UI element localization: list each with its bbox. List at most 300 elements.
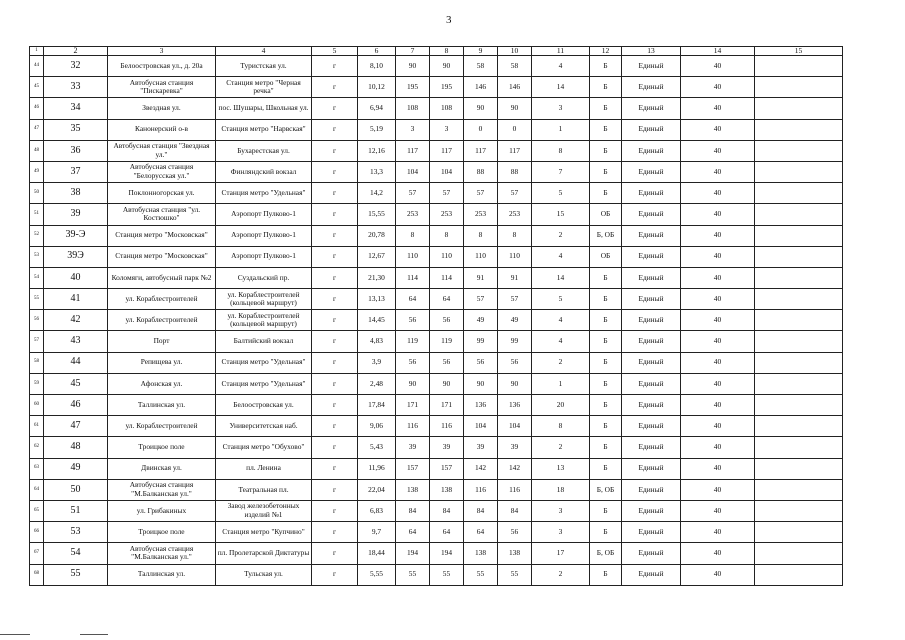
table-cell: Троицкое поле — [108, 522, 216, 543]
table-cell: 51 — [30, 204, 44, 225]
table-cell: 57 — [464, 183, 498, 204]
table-cell: 40 — [681, 140, 755, 161]
table-cell: Станция метро "Обухово" — [216, 437, 312, 458]
table-cell: 11,96 — [358, 458, 396, 479]
table-cell: 4 — [532, 246, 590, 267]
table-cell: 253 — [498, 204, 532, 225]
table-cell: Б — [590, 331, 622, 352]
table-cell: 110 — [464, 246, 498, 267]
footer-rule-right — [80, 634, 108, 635]
table-cell: 34 — [44, 98, 108, 119]
table-cell: 57 — [430, 183, 464, 204]
table-cell — [755, 56, 843, 77]
table-cell: Станция метро "Московская" — [108, 246, 216, 267]
table-cell: 38 — [44, 183, 108, 204]
table-cell: 56 — [498, 352, 532, 373]
table-cell: 40 — [681, 564, 755, 585]
table-cell: г — [312, 543, 358, 564]
table-row — [30, 564, 843, 585]
table-row — [30, 267, 843, 288]
table-cell: Б — [590, 183, 622, 204]
table-cell: Единый — [622, 373, 681, 394]
table-cell: Автобусная станция "ул. Костюшко" — [108, 204, 216, 225]
table-cell: г — [312, 500, 358, 521]
table-cell: 195 — [396, 77, 430, 98]
table-cell: 35 — [44, 119, 108, 140]
table-cell: 57 — [396, 183, 430, 204]
table-cell — [755, 289, 843, 310]
table-cell: 84 — [430, 500, 464, 521]
table-cell: 2 — [532, 352, 590, 373]
table-cell: 3 — [396, 119, 430, 140]
table-row — [30, 395, 843, 416]
table-cell: 14 — [532, 267, 590, 288]
header-cell: 9 — [464, 47, 498, 56]
table-cell: Балтийский вокзал — [216, 331, 312, 352]
table-cell: Таллинская ул. — [108, 395, 216, 416]
table-cell: Б — [590, 161, 622, 182]
table-cell: 40 — [681, 543, 755, 564]
table-cell: Единый — [622, 77, 681, 98]
table-cell: 21,30 — [358, 267, 396, 288]
table-cell: Афонская ул. — [108, 373, 216, 394]
table-cell: г — [312, 119, 358, 140]
table-cell: 56 — [30, 310, 44, 331]
table-cell: 64 — [430, 289, 464, 310]
table-cell: 138 — [464, 543, 498, 564]
table-cell: 58 — [464, 56, 498, 77]
table-cell: ул. Кораблестроителей — [108, 310, 216, 331]
table-cell: 22,04 — [358, 479, 396, 500]
table-cell: 49 — [30, 161, 44, 182]
table-cell: 116 — [464, 479, 498, 500]
table-cell: г — [312, 204, 358, 225]
table-cell: 45 — [30, 77, 44, 98]
table-cell — [755, 373, 843, 394]
table-cell: Единый — [622, 183, 681, 204]
table-cell: г — [312, 352, 358, 373]
table-cell: Единый — [622, 458, 681, 479]
table-cell: г — [312, 416, 358, 437]
table-cell: 40 — [681, 119, 755, 140]
table-cell: 66 — [30, 522, 44, 543]
header-cell: 8 — [430, 47, 464, 56]
table-cell: г — [312, 225, 358, 246]
table-cell: 17,84 — [358, 395, 396, 416]
table-cell: 104 — [396, 161, 430, 182]
table-cell: 40 — [681, 289, 755, 310]
table-cell: 61 — [30, 416, 44, 437]
table-row — [30, 56, 843, 77]
table-cell: 15 — [532, 204, 590, 225]
table-cell: 12,16 — [358, 140, 396, 161]
table-cell: Б — [590, 373, 622, 394]
table-cell: 8 — [464, 225, 498, 246]
table-cell: Автобусная станция "Белорусская ул." — [108, 161, 216, 182]
table-cell: 55 — [44, 564, 108, 585]
table-cell: г — [312, 56, 358, 77]
table-cell: Станция метро "Черная речка" — [216, 77, 312, 98]
table-cell: 57 — [30, 331, 44, 352]
table-cell — [755, 564, 843, 585]
table-cell: 6,83 — [358, 500, 396, 521]
table-cell: ОБ — [590, 246, 622, 267]
table-cell: 84 — [498, 500, 532, 521]
table-cell: Туристская ул. — [216, 56, 312, 77]
table-row — [30, 119, 843, 140]
table-cell: 40 — [681, 522, 755, 543]
table-cell: 57 — [498, 183, 532, 204]
table-cell: Единый — [622, 437, 681, 458]
table-cell: Аэропорт Пулково-1 — [216, 225, 312, 246]
table-cell: 40 — [681, 373, 755, 394]
table-cell — [755, 119, 843, 140]
table-cell: г — [312, 246, 358, 267]
header-cell: 10 — [498, 47, 532, 56]
table-cell: 171 — [430, 395, 464, 416]
table-cell: 9,06 — [358, 416, 396, 437]
table-cell: 88 — [498, 161, 532, 182]
table-cell — [755, 267, 843, 288]
table-cell: 40 — [681, 416, 755, 437]
table-cell: г — [312, 267, 358, 288]
table-cell: 40 — [681, 500, 755, 521]
table-cell: 46 — [44, 395, 108, 416]
table-cell: 41 — [44, 289, 108, 310]
table-cell: Завод железобетонных изделий №1 — [216, 500, 312, 521]
table-cell: 56 — [464, 352, 498, 373]
table-cell: 68 — [30, 564, 44, 585]
table-cell: 46 — [30, 98, 44, 119]
table-cell: 8 — [498, 225, 532, 246]
table-cell: Станция метро "Удельная" — [216, 373, 312, 394]
table-cell: Канонерский о-в — [108, 119, 216, 140]
table-cell: 49 — [498, 310, 532, 331]
table-cell: 119 — [396, 331, 430, 352]
table-cell: 58 — [30, 352, 44, 373]
table-cell: Станция метро "Удельная" — [216, 183, 312, 204]
table-cell: 53 — [30, 246, 44, 267]
table-cell — [755, 246, 843, 267]
table-row — [30, 500, 843, 521]
table-cell: 117 — [396, 140, 430, 161]
table-cell: 40 — [681, 161, 755, 182]
table-cell: Единый — [622, 225, 681, 246]
table-cell: 64 — [396, 522, 430, 543]
table-cell: 18 — [532, 479, 590, 500]
table-cell: Аэропорт Пулково-1 — [216, 246, 312, 267]
table-cell — [755, 437, 843, 458]
table-cell: 138 — [396, 479, 430, 500]
table-cell: 2 — [532, 564, 590, 585]
table-cell: 64 — [396, 289, 430, 310]
table-cell: 20,78 — [358, 225, 396, 246]
table-cell — [755, 543, 843, 564]
table-cell: 116 — [498, 479, 532, 500]
table-cell: Таллинская ул. — [108, 564, 216, 585]
table-cell: Двинская ул. — [108, 458, 216, 479]
table-cell: 47 — [44, 416, 108, 437]
table-cell: г — [312, 522, 358, 543]
table-cell: 55 — [396, 564, 430, 585]
table-cell: 14 — [532, 77, 590, 98]
table-cell: 14,2 — [358, 183, 396, 204]
table-row — [30, 289, 843, 310]
table-cell — [755, 331, 843, 352]
table-cell: Б, ОБ — [590, 225, 622, 246]
table-row — [30, 77, 843, 98]
table-cell: 51 — [44, 500, 108, 521]
table-cell: 2 — [532, 437, 590, 458]
table-cell: 50 — [30, 183, 44, 204]
table-cell: 117 — [430, 140, 464, 161]
table-cell: 90 — [464, 98, 498, 119]
table-cell: 104 — [464, 416, 498, 437]
table-cell: 64 — [30, 479, 44, 500]
table-cell: 56 — [396, 310, 430, 331]
table-cell: 13 — [532, 458, 590, 479]
table-cell: Единый — [622, 416, 681, 437]
table-cell: 40 — [681, 479, 755, 500]
table-cell: 1 — [532, 119, 590, 140]
table-cell: 40 — [681, 204, 755, 225]
table-cell: Автобусная станция "М.Балканская ул." — [108, 479, 216, 500]
table-cell: 253 — [464, 204, 498, 225]
table-cell: Суздальский пр. — [216, 267, 312, 288]
table-cell: ОБ — [590, 204, 622, 225]
table-cell: Единый — [622, 479, 681, 500]
table-cell: 2 — [532, 225, 590, 246]
table-row — [30, 98, 843, 119]
table-cell: 39 — [498, 437, 532, 458]
table-cell: 56 — [396, 352, 430, 373]
table-cell: 47 — [30, 119, 44, 140]
table-cell: 99 — [464, 331, 498, 352]
table-cell: 4 — [532, 331, 590, 352]
table-cell — [755, 416, 843, 437]
table-cell: Единый — [622, 331, 681, 352]
table-cell: 157 — [396, 458, 430, 479]
header-cell: 2 — [44, 47, 108, 56]
table-cell — [755, 225, 843, 246]
table-cell: 40 — [681, 225, 755, 246]
table-cell: 40 — [681, 437, 755, 458]
table-cell: 90 — [498, 98, 532, 119]
table-cell: Станция метро "Купчино" — [216, 522, 312, 543]
table-cell: ул. Кораблестроителей — [108, 289, 216, 310]
table-cell: 157 — [430, 458, 464, 479]
table-cell: Автобусная станция "Пискаревка" — [108, 77, 216, 98]
table-cell: Театральная пл. — [216, 479, 312, 500]
table-cell: 117 — [498, 140, 532, 161]
table-cell: Б — [590, 310, 622, 331]
table-cell: 90 — [430, 56, 464, 77]
table-cell: 142 — [464, 458, 498, 479]
table-cell — [755, 310, 843, 331]
table-cell: 32 — [44, 56, 108, 77]
table-cell: 4 — [532, 310, 590, 331]
table-cell: пос. Шушары, Школьная ул. — [216, 98, 312, 119]
table-cell: 39 — [396, 437, 430, 458]
table-cell: Автобусная станция "М.Балканская ул." — [108, 543, 216, 564]
table-cell: 84 — [396, 500, 430, 521]
table-cell: 104 — [498, 416, 532, 437]
table-cell: 33 — [44, 77, 108, 98]
table-cell: 90 — [498, 373, 532, 394]
table-cell: 20 — [532, 395, 590, 416]
table-cell: 40 — [681, 331, 755, 352]
table-cell: 136 — [498, 395, 532, 416]
table-cell: 39Э — [44, 246, 108, 267]
table-cell: Порт — [108, 331, 216, 352]
table-cell — [755, 352, 843, 373]
table-cell: г — [312, 161, 358, 182]
table-cell: Б — [590, 437, 622, 458]
table-cell: 253 — [396, 204, 430, 225]
table-cell: 114 — [396, 267, 430, 288]
table-cell: 57 — [464, 289, 498, 310]
table-cell: Репищева ул. — [108, 352, 216, 373]
table-cell: 5 — [532, 183, 590, 204]
table-cell: 56 — [430, 310, 464, 331]
table-cell: 40 — [681, 77, 755, 98]
table-cell: 56 — [430, 352, 464, 373]
table-cell: г — [312, 289, 358, 310]
table-row — [30, 183, 843, 204]
table-cell: 40 — [681, 458, 755, 479]
table-cell — [755, 204, 843, 225]
table-cell: г — [312, 310, 358, 331]
table-cell: Автобусная станция "Звездная ул." — [108, 140, 216, 161]
table-cell — [755, 458, 843, 479]
table-cell: 8,10 — [358, 56, 396, 77]
table-row — [30, 543, 843, 564]
table-cell: Б — [590, 98, 622, 119]
table-cell: 90 — [396, 373, 430, 394]
table-cell: 36 — [44, 140, 108, 161]
header-cell: 4 — [216, 47, 312, 56]
table-cell: 39 — [44, 204, 108, 225]
table-cell: 13,13 — [358, 289, 396, 310]
table-cell: 4,83 — [358, 331, 396, 352]
table-cell: 171 — [396, 395, 430, 416]
table-cell: 56 — [498, 522, 532, 543]
header-cell: 12 — [590, 47, 622, 56]
table-cell: 43 — [44, 331, 108, 352]
table-cell: 110 — [430, 246, 464, 267]
table-cell: Единый — [622, 395, 681, 416]
table-cell: 5,19 — [358, 119, 396, 140]
table-cell: 195 — [430, 77, 464, 98]
table-cell: 91 — [464, 267, 498, 288]
table-row — [30, 310, 843, 331]
table-cell: 0 — [498, 119, 532, 140]
table-cell: 12,67 — [358, 246, 396, 267]
table-cell: Б — [590, 119, 622, 140]
table-cell: 50 — [44, 479, 108, 500]
table-cell: 62 — [30, 437, 44, 458]
header-cell: 1 — [30, 47, 44, 56]
table-cell: 90 — [396, 56, 430, 77]
table-cell: 59 — [30, 373, 44, 394]
table-cell — [755, 395, 843, 416]
table-cell — [755, 140, 843, 161]
header-cell: 15 — [755, 47, 843, 56]
table-row — [30, 246, 843, 267]
table-cell: Белоостровская ул. — [216, 395, 312, 416]
table-row — [30, 352, 843, 373]
page-number: 3 — [446, 14, 452, 26]
table-cell: Б — [590, 522, 622, 543]
table-cell: Единый — [622, 119, 681, 140]
table-cell: 49 — [464, 310, 498, 331]
table-row — [30, 140, 843, 161]
table-cell: г — [312, 77, 358, 98]
table-cell: Единый — [622, 246, 681, 267]
table-cell: Б — [590, 564, 622, 585]
footer-rule-left — [0, 634, 30, 635]
table-cell: Б — [590, 500, 622, 521]
table-cell: г — [312, 331, 358, 352]
table-cell: 65 — [30, 500, 44, 521]
header-cell: 7 — [396, 47, 430, 56]
table-row — [30, 225, 843, 246]
table-cell — [755, 161, 843, 182]
table-cell — [755, 98, 843, 119]
table-cell: 40 — [681, 98, 755, 119]
table-cell: Звездная ул. — [108, 98, 216, 119]
table-cell: 138 — [430, 479, 464, 500]
table-cell: 4 — [532, 56, 590, 77]
table-cell: Б — [590, 458, 622, 479]
table-cell: 136 — [464, 395, 498, 416]
table-cell: 40 — [44, 267, 108, 288]
table-cell: Б — [590, 395, 622, 416]
table-cell: 146 — [464, 77, 498, 98]
table-cell: 90 — [464, 373, 498, 394]
table-row — [30, 331, 843, 352]
table-cell: 84 — [464, 500, 498, 521]
table-cell: г — [312, 373, 358, 394]
table-cell: 88 — [464, 161, 498, 182]
header-cell: 11 — [532, 47, 590, 56]
table-cell: Аэропорт Пулково-1 — [216, 204, 312, 225]
table-cell: Университетская наб. — [216, 416, 312, 437]
table-cell: г — [312, 564, 358, 585]
table-cell: Единый — [622, 98, 681, 119]
table-cell: 39-Э — [44, 225, 108, 246]
table-cell: 42 — [44, 310, 108, 331]
table-cell: Финляндский вокзал — [216, 161, 312, 182]
table-cell: 55 — [498, 564, 532, 585]
table-cell: Коломяги, автобусный парк №2 — [108, 267, 216, 288]
table-cell: 64 — [464, 522, 498, 543]
table-cell: 5 — [532, 289, 590, 310]
table-cell: Поклонногорская ул. — [108, 183, 216, 204]
table-cell: 91 — [498, 267, 532, 288]
table-cell: 1 — [532, 373, 590, 394]
table-cell: 40 — [681, 352, 755, 373]
table-cell: 3 — [430, 119, 464, 140]
table-cell — [755, 77, 843, 98]
header-row — [30, 47, 843, 56]
table-cell: 37 — [44, 161, 108, 182]
table-cell: Б — [590, 267, 622, 288]
table-cell: Единый — [622, 543, 681, 564]
table-cell: 194 — [396, 543, 430, 564]
table-cell — [755, 500, 843, 521]
table-cell: 8 — [532, 416, 590, 437]
